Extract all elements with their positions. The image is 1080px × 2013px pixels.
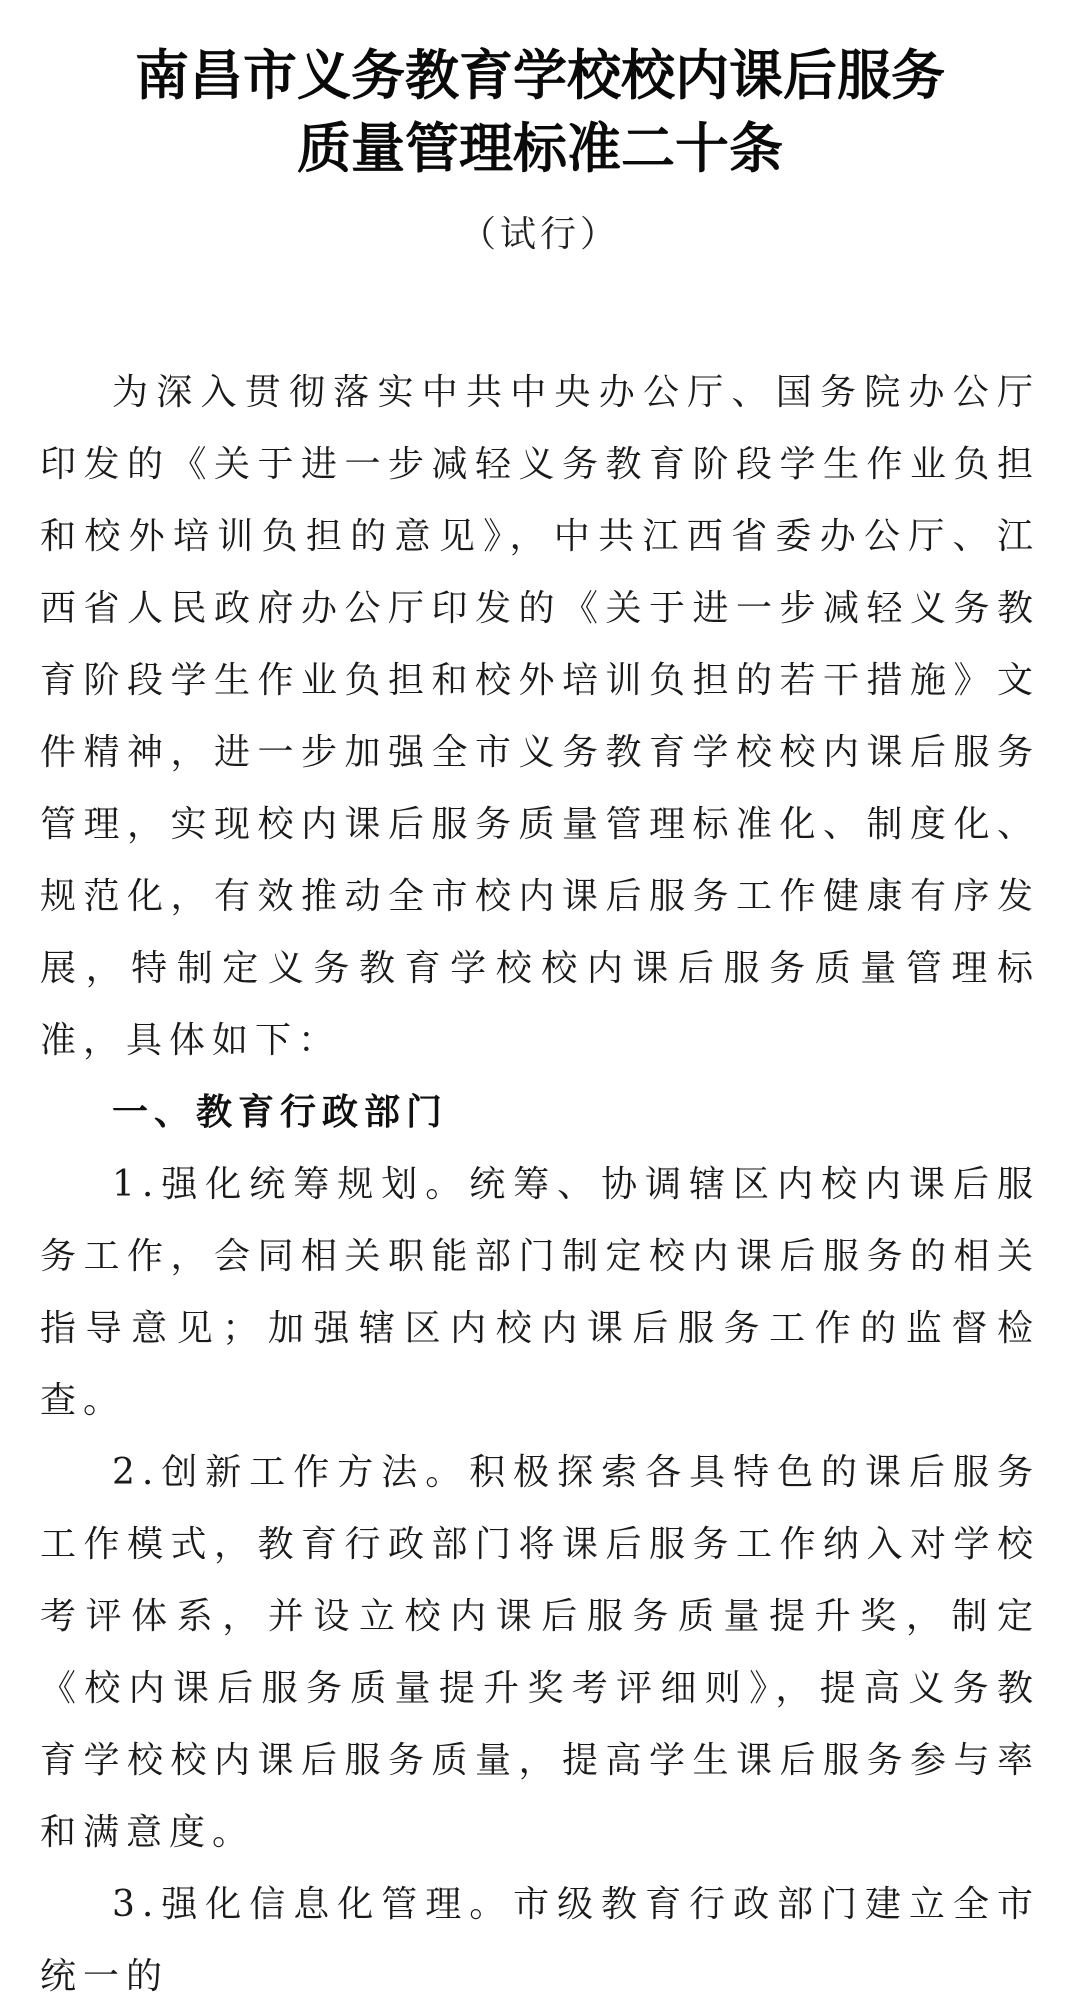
item-paragraph-1: 1.强化统筹规划。统筹、协调辖区内校内课后服务工作，会同相关职能部门制定校内课后服务的相关指导意见；加强辖区内校内课后服务工作的监督检查。 [40, 1163, 1040, 1421]
item-paragraph-3: 3.强化信息化管理。市级教育行政部门建立全市统一的 [40, 1883, 1040, 1997]
document-subtitle: （试行） [459, 213, 620, 255]
document-body [40, 357, 1040, 2013]
intro-paragraph: 为深入贯彻落实中共中央办公厅、国务院办公厅印发的《关于进一步减轻义务教育阶段学生作业负担和校外培训负担的意见》，中共江西省委办公厅、江西省人民政府办公厅印发的《关于进一步减轻义务教育阶段学生作业负担和校外培训负担的若干措施》文件精神，进一步加强全市义务教育学校校内课后服务管理，实现校内课后服务质量管理标准化、制度化、规范化，有效推动全市校内课后服务工作健康有序发展，特制定义务教育学校校内课后服务质量管理标准，具体如下： [40, 371, 1040, 1061]
title-line-2: 质量管理标准二十条 [297, 116, 783, 180]
document-title [40, 0, 1040, 186]
title-line-1: 南昌市义务教育学校校内课后服务 [135, 44, 945, 107]
section-heading-1: 一、教育行政部门 [112, 1091, 449, 1133]
item-paragraph-2: 2.创新工作方法。积极探索各具特色的课后服务工作模式，教育行政部门将课后服务工作纳入对学校考评体系，并设立校内课后服务质量提升奖，制定《校内课后服务质量提升奖考评细则》，提高义务教育学校校内课后服务质量，提高学生课后服务参与率和满意度。 [40, 1451, 1040, 1853]
